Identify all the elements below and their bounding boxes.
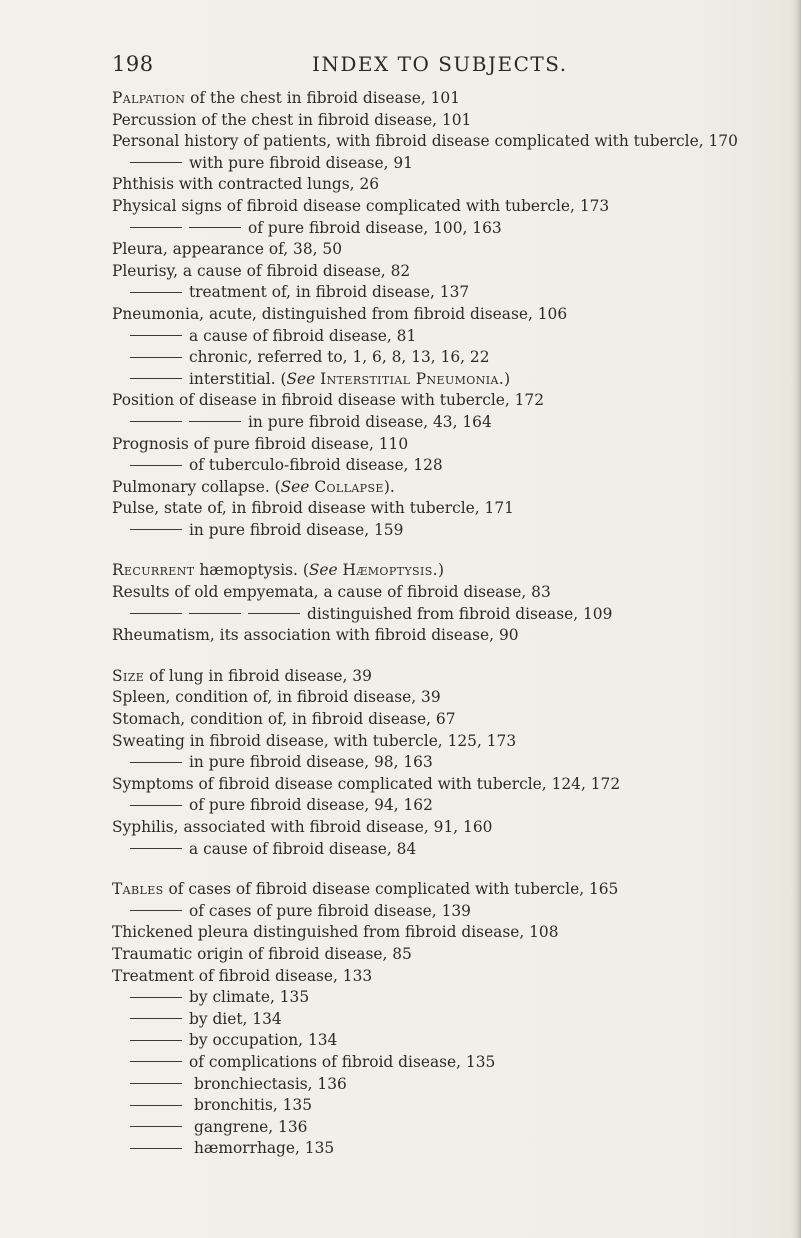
ditto-dash bbox=[130, 1126, 182, 1127]
entry-lead-word: Size bbox=[112, 666, 145, 685]
entry-text: in pure fibroid disease, 43, 164 bbox=[248, 412, 492, 431]
index-entry bbox=[112, 839, 792, 861]
entry-text: interstitial. ( bbox=[189, 369, 287, 388]
index-entry bbox=[112, 666, 792, 688]
ditto-dash bbox=[130, 762, 182, 763]
ditto-dash bbox=[130, 613, 182, 614]
index-entry bbox=[112, 153, 792, 175]
ditto-dash bbox=[130, 357, 182, 358]
ditto-dash bbox=[130, 292, 182, 293]
ditto-dash bbox=[130, 848, 182, 849]
entry-text: Personal history of patients, with fibroid disease complicated with tubercle, 170 bbox=[112, 132, 738, 151]
index-entry bbox=[112, 1095, 792, 1117]
index-entry bbox=[112, 687, 792, 709]
cross-reference: Interstitial Pneumonia. bbox=[320, 369, 505, 388]
ditto-dash bbox=[248, 613, 300, 614]
index-entry bbox=[112, 560, 792, 582]
index-entry bbox=[112, 239, 792, 261]
entry-text: with pure fibroid disease, 91 bbox=[189, 153, 413, 172]
ditto-dash bbox=[130, 378, 182, 379]
entry-tail: ) bbox=[437, 561, 444, 580]
index-entry bbox=[112, 582, 792, 604]
entry-text: by occupation, 134 bbox=[189, 1031, 338, 1050]
index-entry bbox=[112, 390, 792, 412]
ditto-dash bbox=[130, 465, 182, 466]
index-entry bbox=[112, 795, 792, 817]
index-entry bbox=[112, 520, 792, 542]
index-entry bbox=[112, 731, 792, 753]
entry-tail: ). bbox=[383, 477, 395, 496]
index-entry bbox=[112, 1009, 792, 1031]
entry-text: of cases of fibroid disease complicated with tubercle, 165 bbox=[163, 880, 619, 899]
index-entry bbox=[112, 282, 792, 304]
entry-text: Phthisis with contracted lungs, 26 bbox=[112, 175, 380, 194]
entry-text: hæmoptysis. ( bbox=[194, 561, 309, 580]
entry-text: of lung in fibroid disease, 39 bbox=[144, 666, 372, 685]
running-header bbox=[0, 52, 801, 82]
index-entry bbox=[112, 625, 792, 647]
index-entry bbox=[112, 88, 792, 110]
index-entry bbox=[112, 347, 792, 369]
index-entry bbox=[112, 131, 792, 153]
entry-text: Percussion of the chest in fibroid disease, 101 bbox=[112, 110, 472, 129]
entry-text: of pure fibroid disease, 94, 162 bbox=[189, 796, 433, 815]
entry-text: a cause of fibroid disease, 84 bbox=[189, 839, 417, 858]
index-entry bbox=[112, 477, 792, 499]
entry-text: gangrene, 136 bbox=[194, 1117, 308, 1136]
index-entry bbox=[112, 174, 792, 196]
ditto-dash bbox=[130, 162, 182, 163]
entry-text: by diet, 134 bbox=[189, 1009, 282, 1028]
entry-lead-word: Palpation bbox=[112, 89, 186, 107]
entry-text: of complications of fibroid disease, 135 bbox=[189, 1052, 496, 1071]
entry-text: Treatment of fibroid disease, 133 bbox=[112, 966, 373, 985]
entry-text: Pleura, appearance of, 38, 50 bbox=[112, 240, 342, 259]
index-entry bbox=[112, 261, 792, 283]
ditto-dash bbox=[130, 805, 182, 806]
entry-text: in pure fibroid disease, 98, 163 bbox=[189, 753, 433, 772]
entry-lead-word: Tables bbox=[112, 880, 164, 899]
index-entry bbox=[112, 987, 792, 1009]
ditto-dash bbox=[130, 227, 182, 228]
entry-lead-word: Recurrent bbox=[112, 561, 195, 580]
index-entry bbox=[112, 1117, 792, 1139]
ditto-dash bbox=[130, 910, 182, 911]
entry-text: Pneumonia, acute, distinguished from fibroid disease, 106 bbox=[112, 304, 568, 323]
index-entry bbox=[112, 110, 792, 132]
cross-reference: Hæmoptysis. bbox=[342, 561, 438, 580]
index-entry bbox=[112, 304, 792, 326]
see-reference-label: See bbox=[308, 561, 338, 580]
index-entry bbox=[112, 944, 792, 966]
ditto-dash bbox=[130, 529, 182, 530]
index-list bbox=[112, 88, 792, 1160]
ditto-dash bbox=[130, 997, 182, 998]
index-entry bbox=[112, 1138, 792, 1160]
ditto-dash bbox=[189, 227, 241, 228]
running-title: INDEX TO SUBJECTS. bbox=[312, 52, 568, 76]
entry-text: Traumatic origin of fibroid disease, 85 bbox=[112, 944, 412, 963]
entry-text: of cases of pure fibroid disease, 139 bbox=[189, 901, 471, 920]
index-entry bbox=[112, 709, 792, 731]
index-entry bbox=[112, 901, 792, 923]
index-entry bbox=[112, 196, 792, 218]
index-entry bbox=[112, 434, 792, 456]
index-entry bbox=[112, 326, 792, 348]
entry-text: by climate, 135 bbox=[189, 988, 310, 1007]
entry-text: Pleurisy, a cause of fibroid disease, 82 bbox=[112, 261, 411, 280]
ditto-dash bbox=[189, 613, 241, 614]
entry-text: Physical signs of fibroid disease complicated with tubercle, 173 bbox=[112, 196, 610, 215]
entry-text: treatment of, in fibroid disease, 137 bbox=[189, 283, 470, 302]
index-entry bbox=[112, 1030, 792, 1052]
entry-text: Pulmonary collapse. ( bbox=[112, 477, 281, 496]
index-entry bbox=[112, 369, 792, 391]
entry-text: Syphilis, associated with fibroid disease, 91, 160 bbox=[112, 818, 493, 836]
entry-text: of the chest in fibroid disease, 101 bbox=[185, 89, 460, 107]
index-entry bbox=[112, 817, 792, 839]
ditto-dash bbox=[130, 335, 182, 336]
entry-text: a cause of fibroid disease, 81 bbox=[189, 326, 417, 345]
index-entry bbox=[112, 455, 792, 477]
index-entry bbox=[112, 412, 792, 434]
index-entry bbox=[112, 966, 792, 988]
ditto-dash bbox=[130, 1105, 182, 1106]
entry-text: in pure fibroid disease, 159 bbox=[189, 520, 404, 539]
entry-text: Thickened pleura distinguished from fibroid disease, 108 bbox=[112, 923, 559, 942]
entry-text: of pure fibroid disease, 100, 163 bbox=[248, 218, 502, 237]
page-edge-shadow bbox=[791, 0, 801, 1238]
entry-text: Stomach, condition of, in fibroid disease, 67 bbox=[112, 710, 456, 729]
page-number: 198 bbox=[112, 52, 154, 76]
entry-text: bronchiectasis, 136 bbox=[194, 1074, 347, 1093]
entry-text: Results of old empyemata, a cause of fibroid disease, 83 bbox=[112, 583, 551, 602]
ditto-dash bbox=[130, 1061, 182, 1062]
ditto-dash bbox=[130, 421, 182, 422]
entry-text: hæmorrhage, 135 bbox=[194, 1139, 335, 1158]
entry-text: distinguished from fibroid disease, 109 bbox=[307, 604, 613, 623]
index-entry bbox=[112, 752, 792, 774]
index-entry bbox=[112, 879, 792, 901]
index-entry bbox=[112, 218, 792, 240]
ditto-dash bbox=[130, 1040, 182, 1041]
index-entry bbox=[112, 604, 792, 626]
entry-text: of tuberculo-fibroid disease, 128 bbox=[189, 456, 443, 475]
entry-text: chronic, referred to, 1, 6, 8, 13, 16, 22 bbox=[189, 348, 490, 367]
see-reference-label: See bbox=[280, 477, 310, 496]
ditto-dash bbox=[130, 1018, 182, 1019]
ditto-dash bbox=[130, 1083, 182, 1084]
index-entry bbox=[112, 1074, 792, 1096]
cross-reference: Collapse bbox=[314, 477, 384, 496]
index-entry bbox=[112, 774, 792, 796]
entry-text: bronchitis, 135 bbox=[194, 1096, 313, 1115]
entry-text: Rheumatism, its association with fibroid disease, 90 bbox=[112, 626, 519, 645]
ditto-dash bbox=[189, 421, 241, 422]
index-entry bbox=[112, 1052, 792, 1074]
index-entry bbox=[112, 922, 792, 944]
entry-text: Position of disease in fibroid disease with tubercle, 172 bbox=[112, 391, 545, 410]
entry-text: Spleen, condition of, in fibroid disease, 39 bbox=[112, 688, 441, 707]
index-entry bbox=[112, 498, 792, 520]
ditto-dash bbox=[130, 1148, 182, 1149]
entry-tail: ) bbox=[504, 369, 511, 388]
entry-text: Symptoms of fibroid disease complicated with tubercle, 124, 172 bbox=[112, 774, 621, 793]
see-reference-label: See bbox=[286, 369, 316, 388]
entry-text: Sweating in fibroid disease, with tubercle, 125, 173 bbox=[112, 731, 517, 750]
entry-text: Pulse, state of, in fibroid disease with tubercle, 171 bbox=[112, 499, 514, 518]
entry-text: Prognosis of pure fibroid disease, 110 bbox=[112, 434, 409, 453]
